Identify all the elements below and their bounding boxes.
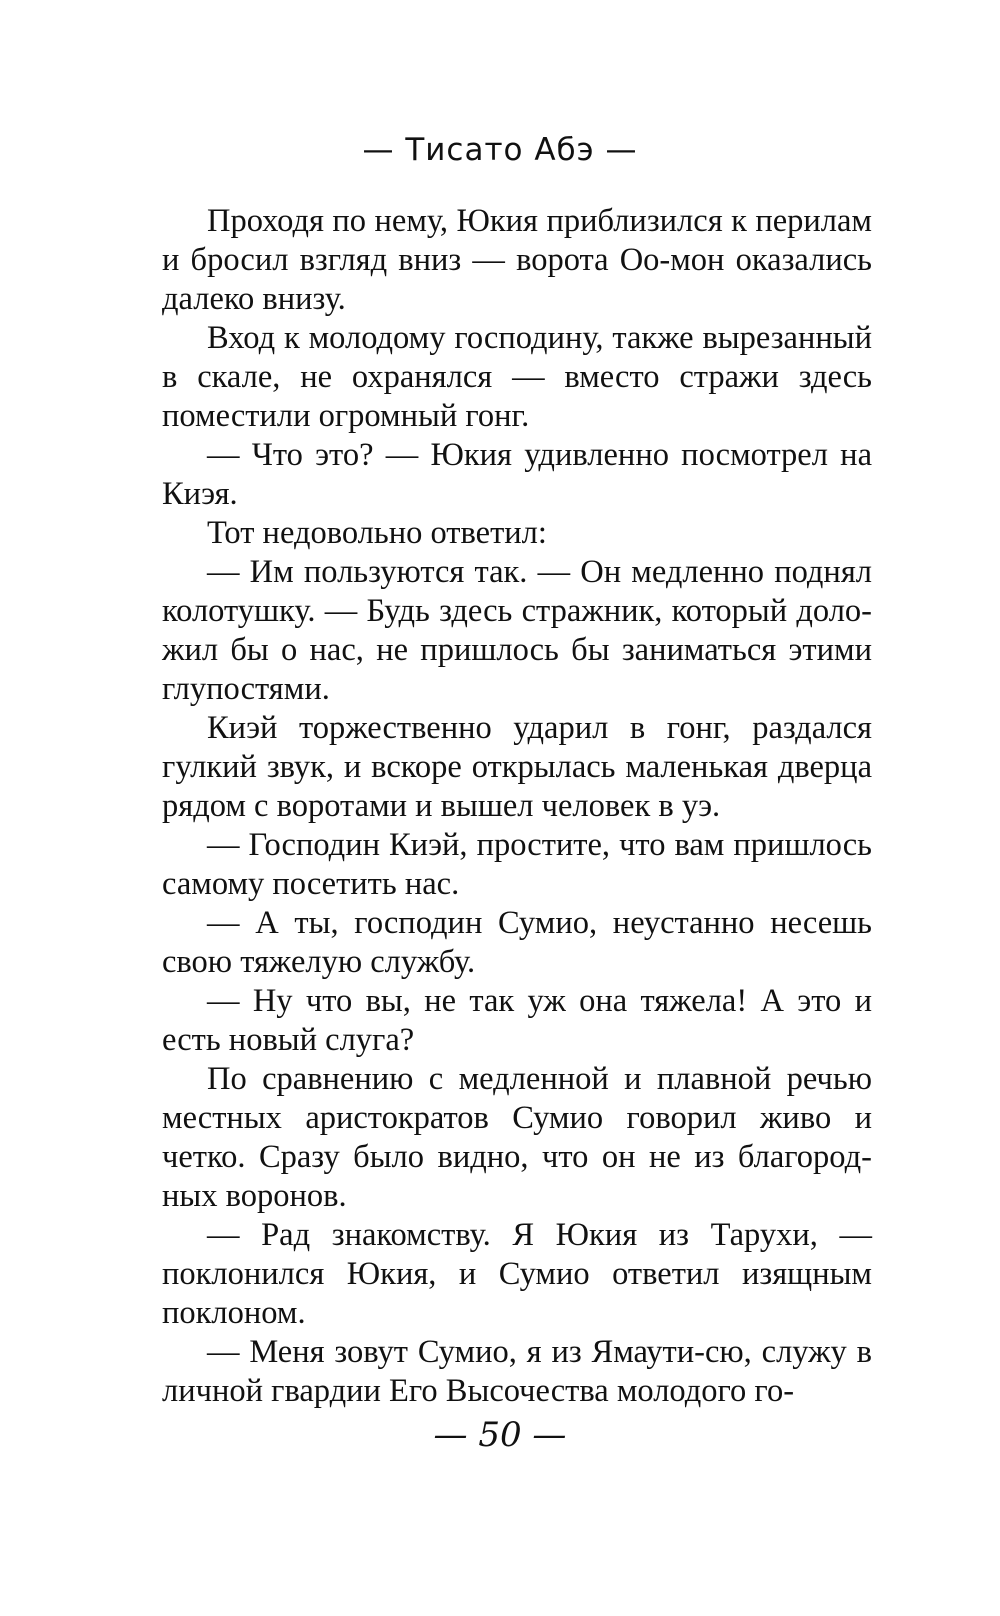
paragraph: Проходя по нему, Юкия приблизился к перилам и бросил взгляд вниз — ворота Оо-мон оказались далеко внизу. (162, 203, 872, 317)
page-number: — 50 — (433, 1415, 567, 1455)
paragraph: — Меня зовут Сумио, я из Ямаути-сю, служу в личной гвардии Его Высочества молодого го- (162, 1334, 872, 1409)
paragraph: — Им пользуются так. — Он медленно поднял колотушку. — Будь здесь стражник, который доложил бы о нас, не пришлось бы заниматься этими глупостями. (162, 554, 872, 707)
running-header-author: — Тисато Абэ — (362, 132, 638, 168)
paragraph: Вход к молодому господину, также вырезанный в скале, не охранялся — вместо стражи здесь поместили огромный гонг. (162, 320, 872, 434)
paragraph: — Ну что вы, не так уж она тяжела! А это и есть новый слуга? (162, 983, 872, 1058)
paragraph: — Господин Киэй, простите, что вам пришлось самому посетить нас. (162, 827, 872, 902)
paragraph: — А ты, господин Сумио, неустанно несешь свою тяжелую службу. (162, 905, 872, 980)
paragraph: — Что это? — Юкия удивленно посмотрел на Киэя. (162, 437, 872, 512)
paragraph: Тот недовольно ответил: (207, 515, 547, 551)
body-text (162, 202, 872, 1411)
paragraph: Киэй торжественно ударил в гонг, раздался гулкий звук, и вскоре открылась маленькая дверца рядом с воротами и вышел человек в уэ. (162, 710, 872, 824)
paragraph: По сравнению с медленной и плавной речью местных аристократов Сумио говорил живо и четко. Сразу было видно, что он не из благородных воронов. (162, 1061, 872, 1214)
paragraph: — Рад знакомству. Я Юкия из Тарухи, — поклонился Юкия, и Сумио ответил изящным поклоном. (162, 1217, 872, 1331)
